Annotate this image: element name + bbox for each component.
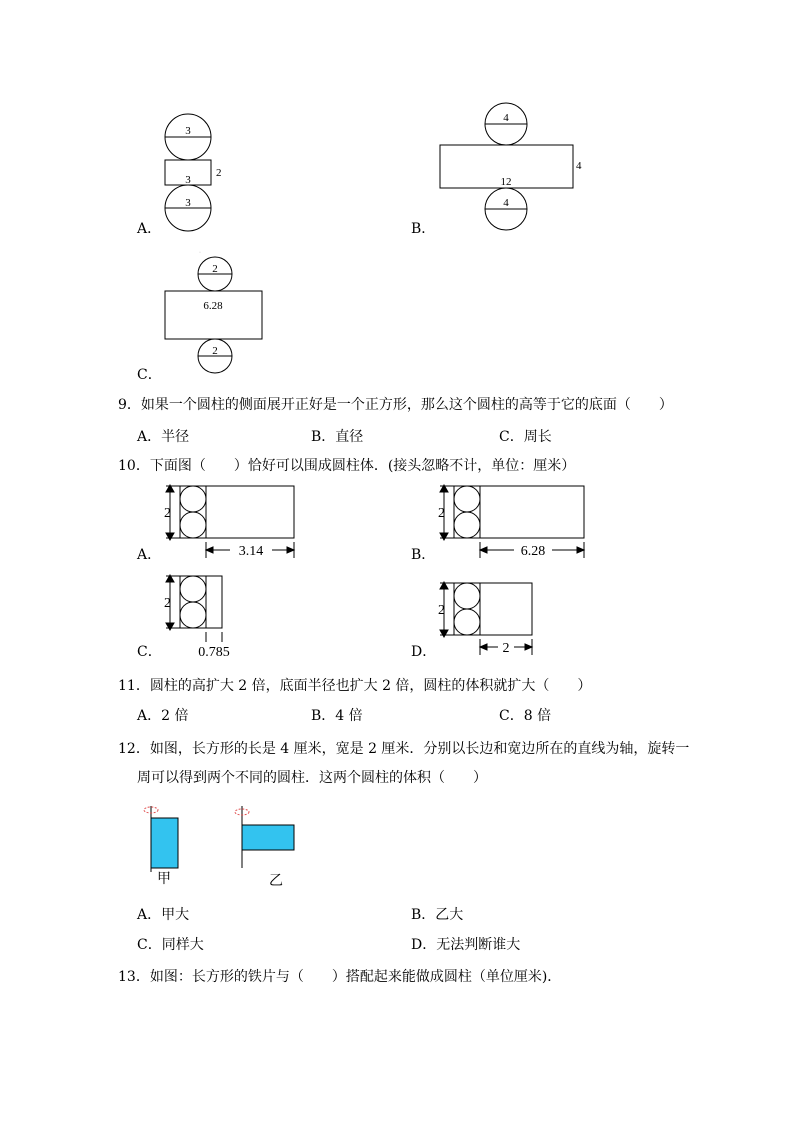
q8b-top-label: 4 <box>503 112 509 124</box>
q8a-rect-label: 3 <box>185 174 191 186</box>
q10-option-c-letter[interactable]: C． <box>137 644 162 660</box>
q8a-side-label: 2 <box>216 167 222 179</box>
q12-question-line-1: 12．如图，长方形的长是 4 厘米，宽是 2 厘米．分别以长边和宽边所在的直线为轴，旋转一 <box>118 741 690 757</box>
q8-option-c-letter[interactable]: C． <box>137 367 162 383</box>
q10-option-b-letter[interactable]: B． <box>411 547 436 563</box>
q10c-circle-top <box>180 576 206 602</box>
q12-rect-yi <box>242 825 294 850</box>
q9-option-b[interactable]: B．直径 <box>311 429 364 445</box>
q12-option-b[interactable]: B．乙大 <box>411 907 464 923</box>
q10a-height-label: 2 <box>164 506 171 521</box>
q10b-rectangle <box>454 486 584 538</box>
q10b-circle-top <box>454 486 480 512</box>
q8-option-a-figure <box>155 110 235 235</box>
q8b-side-label: 4 <box>576 160 582 172</box>
q8c-rectangle <box>165 291 262 339</box>
q12-rotation-figure <box>135 800 315 895</box>
q12-option-d[interactable]: D．无法判断谁大 <box>411 937 521 953</box>
q9-option-c[interactable]: C．周长 <box>499 429 552 445</box>
q10b-height-label: 2 <box>438 506 445 521</box>
q11-option-b[interactable]: B．4 倍 <box>311 708 363 724</box>
q12-label-yi: 乙 <box>269 874 283 889</box>
q10-option-b-figure <box>434 480 594 565</box>
svg-text:·: · <box>199 250 201 256</box>
q8b-rect-label: 12 <box>500 176 512 188</box>
q10-option-c-figure <box>160 570 250 662</box>
q10-option-a-figure <box>160 480 310 565</box>
q10c-circle-bottom <box>180 602 206 628</box>
q10d-width-label: 2 <box>502 641 510 656</box>
q10a-circle-bottom <box>180 512 206 538</box>
q8a-bottom-label: 3 <box>185 197 191 209</box>
q12-label-jia: 甲 <box>157 872 171 887</box>
q8b-bottom-label: 4 <box>503 197 509 209</box>
q10a-width-label: 3.14 <box>238 544 264 559</box>
q8-option-c-figure <box>155 250 275 380</box>
q10-question-text: 10．下面图（ ）恰好可以围成圆柱体．(接头忽略不计，单位：厘米） <box>118 458 576 474</box>
q9-option-a[interactable]: A．半径 <box>137 429 190 445</box>
q12-rect-jia <box>151 818 178 868</box>
q10a-rectangle <box>180 486 294 538</box>
q10d-circle-bottom <box>454 609 480 635</box>
q8c-top-label: 2 <box>212 263 218 275</box>
q10b-circle-bottom <box>454 512 480 538</box>
q10a-circle-top <box>180 486 206 512</box>
q10c-rectangle <box>180 576 222 628</box>
q10c-height-label: 2 <box>164 596 171 611</box>
q11-option-a[interactable]: A．2 倍 <box>137 708 189 724</box>
q11-option-c[interactable]: C．8 倍 <box>499 708 552 724</box>
q8c-rect-label: 6.28 <box>203 300 223 312</box>
q10-option-a-letter[interactable]: A． <box>137 547 162 563</box>
q10d-height-label: 2 <box>438 603 445 618</box>
q10c-width-label: 0.785 <box>198 645 230 660</box>
q8c-bottom-label: 2 <box>212 345 218 357</box>
q11-question-text: 11．圆柱的高扩大 2 倍，底面半径也扩大 2 倍，圆柱的体积就扩大（ ） <box>118 678 592 694</box>
q10-option-d-letter[interactable]: D． <box>411 644 437 660</box>
q8-option-b-figure <box>430 100 600 235</box>
q10d-circle-top <box>454 583 480 609</box>
q8-option-b-letter[interactable]: B． <box>411 221 436 237</box>
q12-option-a[interactable]: A．甲大 <box>137 907 190 923</box>
q10b-width-label: 6.28 <box>520 544 546 559</box>
q13-question-text: 13．如图：长方形的铁片与（ ）搭配起来能做成圆柱（单位厘米)． <box>118 969 562 985</box>
q8-option-a-letter[interactable]: A． <box>137 221 162 237</box>
q8a-top-label: 3 <box>185 125 191 137</box>
q9-question-text: 9．如果一个圆柱的侧面展开正好是一个正方形，那么这个圆柱的高等于它的底面（ ） <box>118 397 673 413</box>
q12-option-c[interactable]: C．同样大 <box>137 937 204 953</box>
q12-question-line-2: 周可以得到两个不同的圆柱．这两个圆柱的体积（ ） <box>137 770 487 786</box>
q10-option-d-figure <box>434 577 544 662</box>
